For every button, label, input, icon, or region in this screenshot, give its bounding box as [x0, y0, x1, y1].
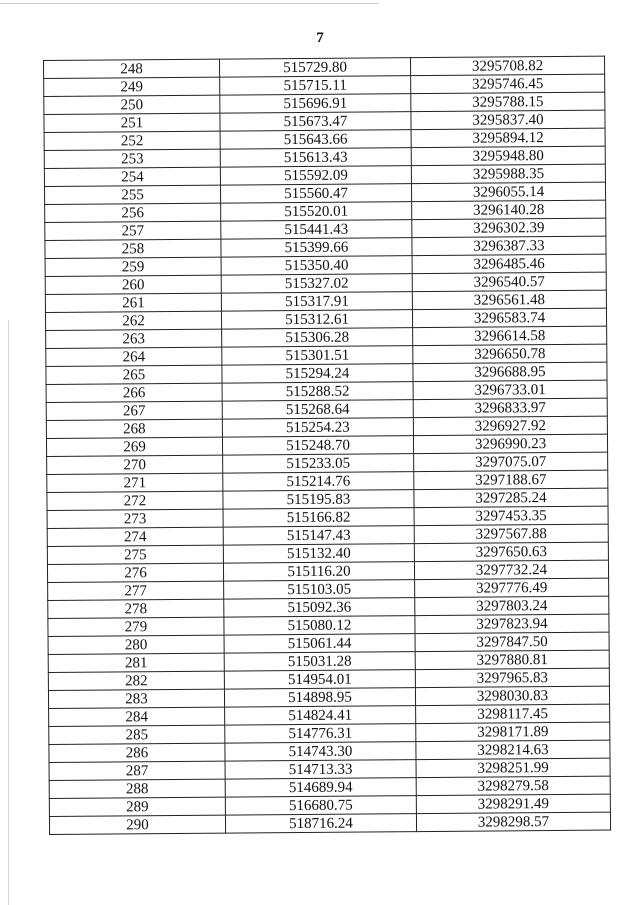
point-number-cell: 283 [48, 689, 224, 708]
x-coordinate-cell: 515715.11 [220, 76, 411, 95]
point-number-cell: 249 [44, 77, 220, 96]
y-coordinate-cell: 3295894.12 [411, 128, 605, 148]
x-coordinate-cell: 515301.51 [222, 346, 413, 365]
point-number-cell: 284 [49, 707, 225, 726]
y-coordinate-cell: 3297453.35 [414, 506, 608, 526]
point-number-cell: 286 [49, 743, 225, 762]
y-coordinate-cell: 3296833.97 [413, 398, 607, 418]
point-number-cell: 268 [46, 419, 222, 438]
point-number-cell: 256 [45, 203, 221, 222]
x-coordinate-cell: 514743.30 [225, 742, 416, 761]
x-coordinate-cell: 515214.76 [223, 472, 414, 491]
point-number-cell: 274 [47, 527, 223, 546]
x-coordinate-cell: 515729.80 [219, 58, 410, 77]
x-coordinate-cell: 515166.82 [223, 508, 414, 527]
y-coordinate-cell: 3298298.57 [416, 812, 610, 832]
x-coordinate-cell: 515350.40 [221, 256, 412, 275]
y-coordinate-cell: 3296055.14 [411, 182, 605, 202]
x-coordinate-cell: 515294.24 [222, 364, 413, 383]
point-number-cell: 257 [45, 221, 221, 240]
point-number-cell: 289 [49, 797, 225, 816]
point-number-cell: 275 [47, 545, 223, 564]
x-coordinate-cell: 515248.70 [222, 436, 413, 455]
point-number-cell: 285 [49, 725, 225, 744]
point-number-cell: 260 [45, 275, 221, 294]
x-coordinate-cell: 516680.75 [225, 796, 416, 815]
y-coordinate-cell: 3295988.35 [411, 164, 605, 184]
x-coordinate-cell: 514824.41 [225, 706, 416, 725]
point-number-cell: 264 [46, 347, 222, 366]
y-coordinate-cell: 3296990.23 [413, 434, 607, 454]
x-coordinate-cell: 515696.91 [220, 94, 411, 113]
y-coordinate-cell: 3297965.83 [415, 668, 609, 688]
y-coordinate-cell: 3297880.81 [415, 650, 609, 670]
point-number-cell: 287 [49, 761, 225, 780]
point-number-cell: 278 [48, 599, 224, 618]
y-coordinate-cell: 3295948.80 [411, 146, 605, 166]
y-coordinate-cell: 3297823.94 [415, 614, 609, 634]
x-coordinate-cell: 515233.05 [223, 454, 414, 473]
y-coordinate-cell: 3296650.78 [413, 344, 607, 364]
y-coordinate-cell: 3298171.89 [416, 722, 610, 742]
x-coordinate-cell: 515132.40 [223, 544, 414, 563]
y-coordinate-cell: 3298030.83 [415, 686, 609, 706]
x-coordinate-cell: 515327.02 [221, 274, 412, 293]
y-coordinate-cell: 3297650.63 [414, 542, 608, 562]
point-number-cell: 262 [45, 311, 221, 330]
x-coordinate-cell: 515147.43 [223, 526, 414, 545]
point-number-cell: 261 [45, 293, 221, 312]
x-coordinate-cell: 515317.91 [221, 292, 412, 311]
scan-border-top [0, 3, 378, 4]
x-coordinate-cell: 515268.64 [222, 400, 413, 419]
x-coordinate-cell: 515643.66 [220, 130, 411, 149]
x-coordinate-cell: 515116.20 [223, 562, 414, 581]
point-number-cell: 263 [46, 329, 222, 348]
point-number-cell: 254 [44, 167, 220, 186]
y-coordinate-cell: 3296540.57 [412, 272, 606, 292]
point-number-cell: 290 [49, 815, 225, 834]
y-coordinate-cell: 3295746.45 [411, 74, 605, 94]
y-coordinate-cell: 3295708.82 [410, 56, 604, 76]
x-coordinate-cell: 515306.28 [222, 328, 413, 347]
point-number-cell: 253 [44, 149, 220, 168]
point-number-cell: 258 [45, 239, 221, 258]
x-coordinate-cell: 515254.23 [222, 418, 413, 437]
x-coordinate-cell: 515673.47 [220, 112, 411, 131]
y-coordinate-cell: 3296614.58 [413, 326, 607, 346]
x-coordinate-cell: 515103.05 [224, 580, 415, 599]
y-coordinate-cell: 3296583.74 [412, 308, 606, 328]
x-coordinate-cell: 514776.31 [225, 724, 416, 743]
y-coordinate-cell: 3296140.28 [412, 200, 606, 220]
coordinates-table-body [44, 56, 611, 834]
point-number-cell: 248 [44, 59, 220, 78]
point-number-cell: 270 [47, 455, 223, 474]
x-coordinate-cell: 515592.09 [220, 166, 411, 185]
y-coordinate-cell: 3296927.92 [413, 416, 607, 436]
y-coordinate-cell: 3297188.67 [414, 470, 608, 490]
x-coordinate-cell: 515195.83 [223, 490, 414, 509]
point-number-cell: 282 [48, 671, 224, 690]
x-coordinate-cell: 515613.43 [220, 148, 411, 167]
point-number-cell: 281 [48, 653, 224, 672]
y-coordinate-cell: 3297075.07 [414, 452, 608, 472]
y-coordinate-cell: 3298251.99 [416, 758, 610, 778]
y-coordinate-cell: 3297732.24 [414, 560, 608, 580]
point-number-cell: 276 [47, 563, 223, 582]
y-coordinate-cell: 3298291.49 [416, 794, 610, 814]
y-coordinate-cell: 3296302.39 [412, 218, 606, 238]
point-number-cell: 288 [49, 779, 225, 798]
x-coordinate-cell: 515520.01 [221, 202, 412, 221]
y-coordinate-cell: 3298279.58 [416, 776, 610, 796]
x-coordinate-cell: 514954.01 [224, 670, 415, 689]
x-coordinate-cell: 514689.94 [225, 778, 416, 797]
y-coordinate-cell: 3298117.45 [416, 704, 610, 724]
point-number-cell: 265 [46, 365, 222, 384]
x-coordinate-cell: 515288.52 [222, 382, 413, 401]
y-coordinate-cell: 3298214.63 [416, 740, 610, 760]
y-coordinate-cell: 3297847.50 [415, 632, 609, 652]
y-coordinate-cell: 3296485.46 [412, 254, 606, 274]
x-coordinate-cell: 515031.28 [224, 652, 415, 671]
point-number-cell: 271 [47, 473, 223, 492]
y-coordinate-cell: 3296733.01 [413, 380, 607, 400]
table-row [49, 812, 610, 834]
point-number-cell: 269 [46, 437, 222, 456]
y-coordinate-cell: 3295788.15 [411, 92, 605, 112]
x-coordinate-cell: 514713.33 [225, 760, 416, 779]
x-coordinate-cell: 515061.44 [224, 634, 415, 653]
x-coordinate-cell: 515092.36 [224, 598, 415, 617]
x-coordinate-cell: 514898.95 [224, 688, 415, 707]
x-coordinate-cell: 515560.47 [220, 184, 411, 203]
y-coordinate-cell: 3297803.24 [415, 596, 609, 616]
point-number-cell: 280 [48, 635, 224, 654]
x-coordinate-cell: 515441.43 [221, 220, 412, 239]
point-number-cell: 272 [47, 491, 223, 510]
y-coordinate-cell: 3297776.49 [415, 578, 609, 598]
point-number-cell: 259 [45, 257, 221, 276]
point-number-cell: 267 [46, 401, 222, 420]
point-number-cell: 277 [48, 581, 224, 600]
point-number-cell: 255 [44, 185, 220, 204]
y-coordinate-cell: 3295837.40 [411, 110, 605, 130]
scan-border-left [8, 320, 9, 905]
y-coordinate-cell: 3297285.24 [414, 488, 608, 508]
y-coordinate-cell: 3296688.95 [413, 362, 607, 382]
coordinates-table [43, 56, 611, 835]
page-number: 7 [316, 30, 324, 46]
x-coordinate-cell: 515080.12 [224, 616, 415, 635]
y-coordinate-cell: 3297567.88 [414, 524, 608, 544]
x-coordinate-cell: 515312.61 [221, 310, 412, 329]
point-number-cell: 252 [44, 131, 220, 150]
x-coordinate-cell: 515399.66 [221, 238, 412, 257]
y-coordinate-cell: 3296387.33 [412, 236, 606, 256]
point-number-cell: 266 [46, 383, 222, 402]
point-number-cell: 279 [48, 617, 224, 636]
y-coordinate-cell: 3296561.48 [412, 290, 606, 310]
point-number-cell: 251 [44, 113, 220, 132]
point-number-cell: 250 [44, 95, 220, 114]
x-coordinate-cell: 518716.24 [225, 814, 416, 833]
point-number-cell: 273 [47, 509, 223, 528]
